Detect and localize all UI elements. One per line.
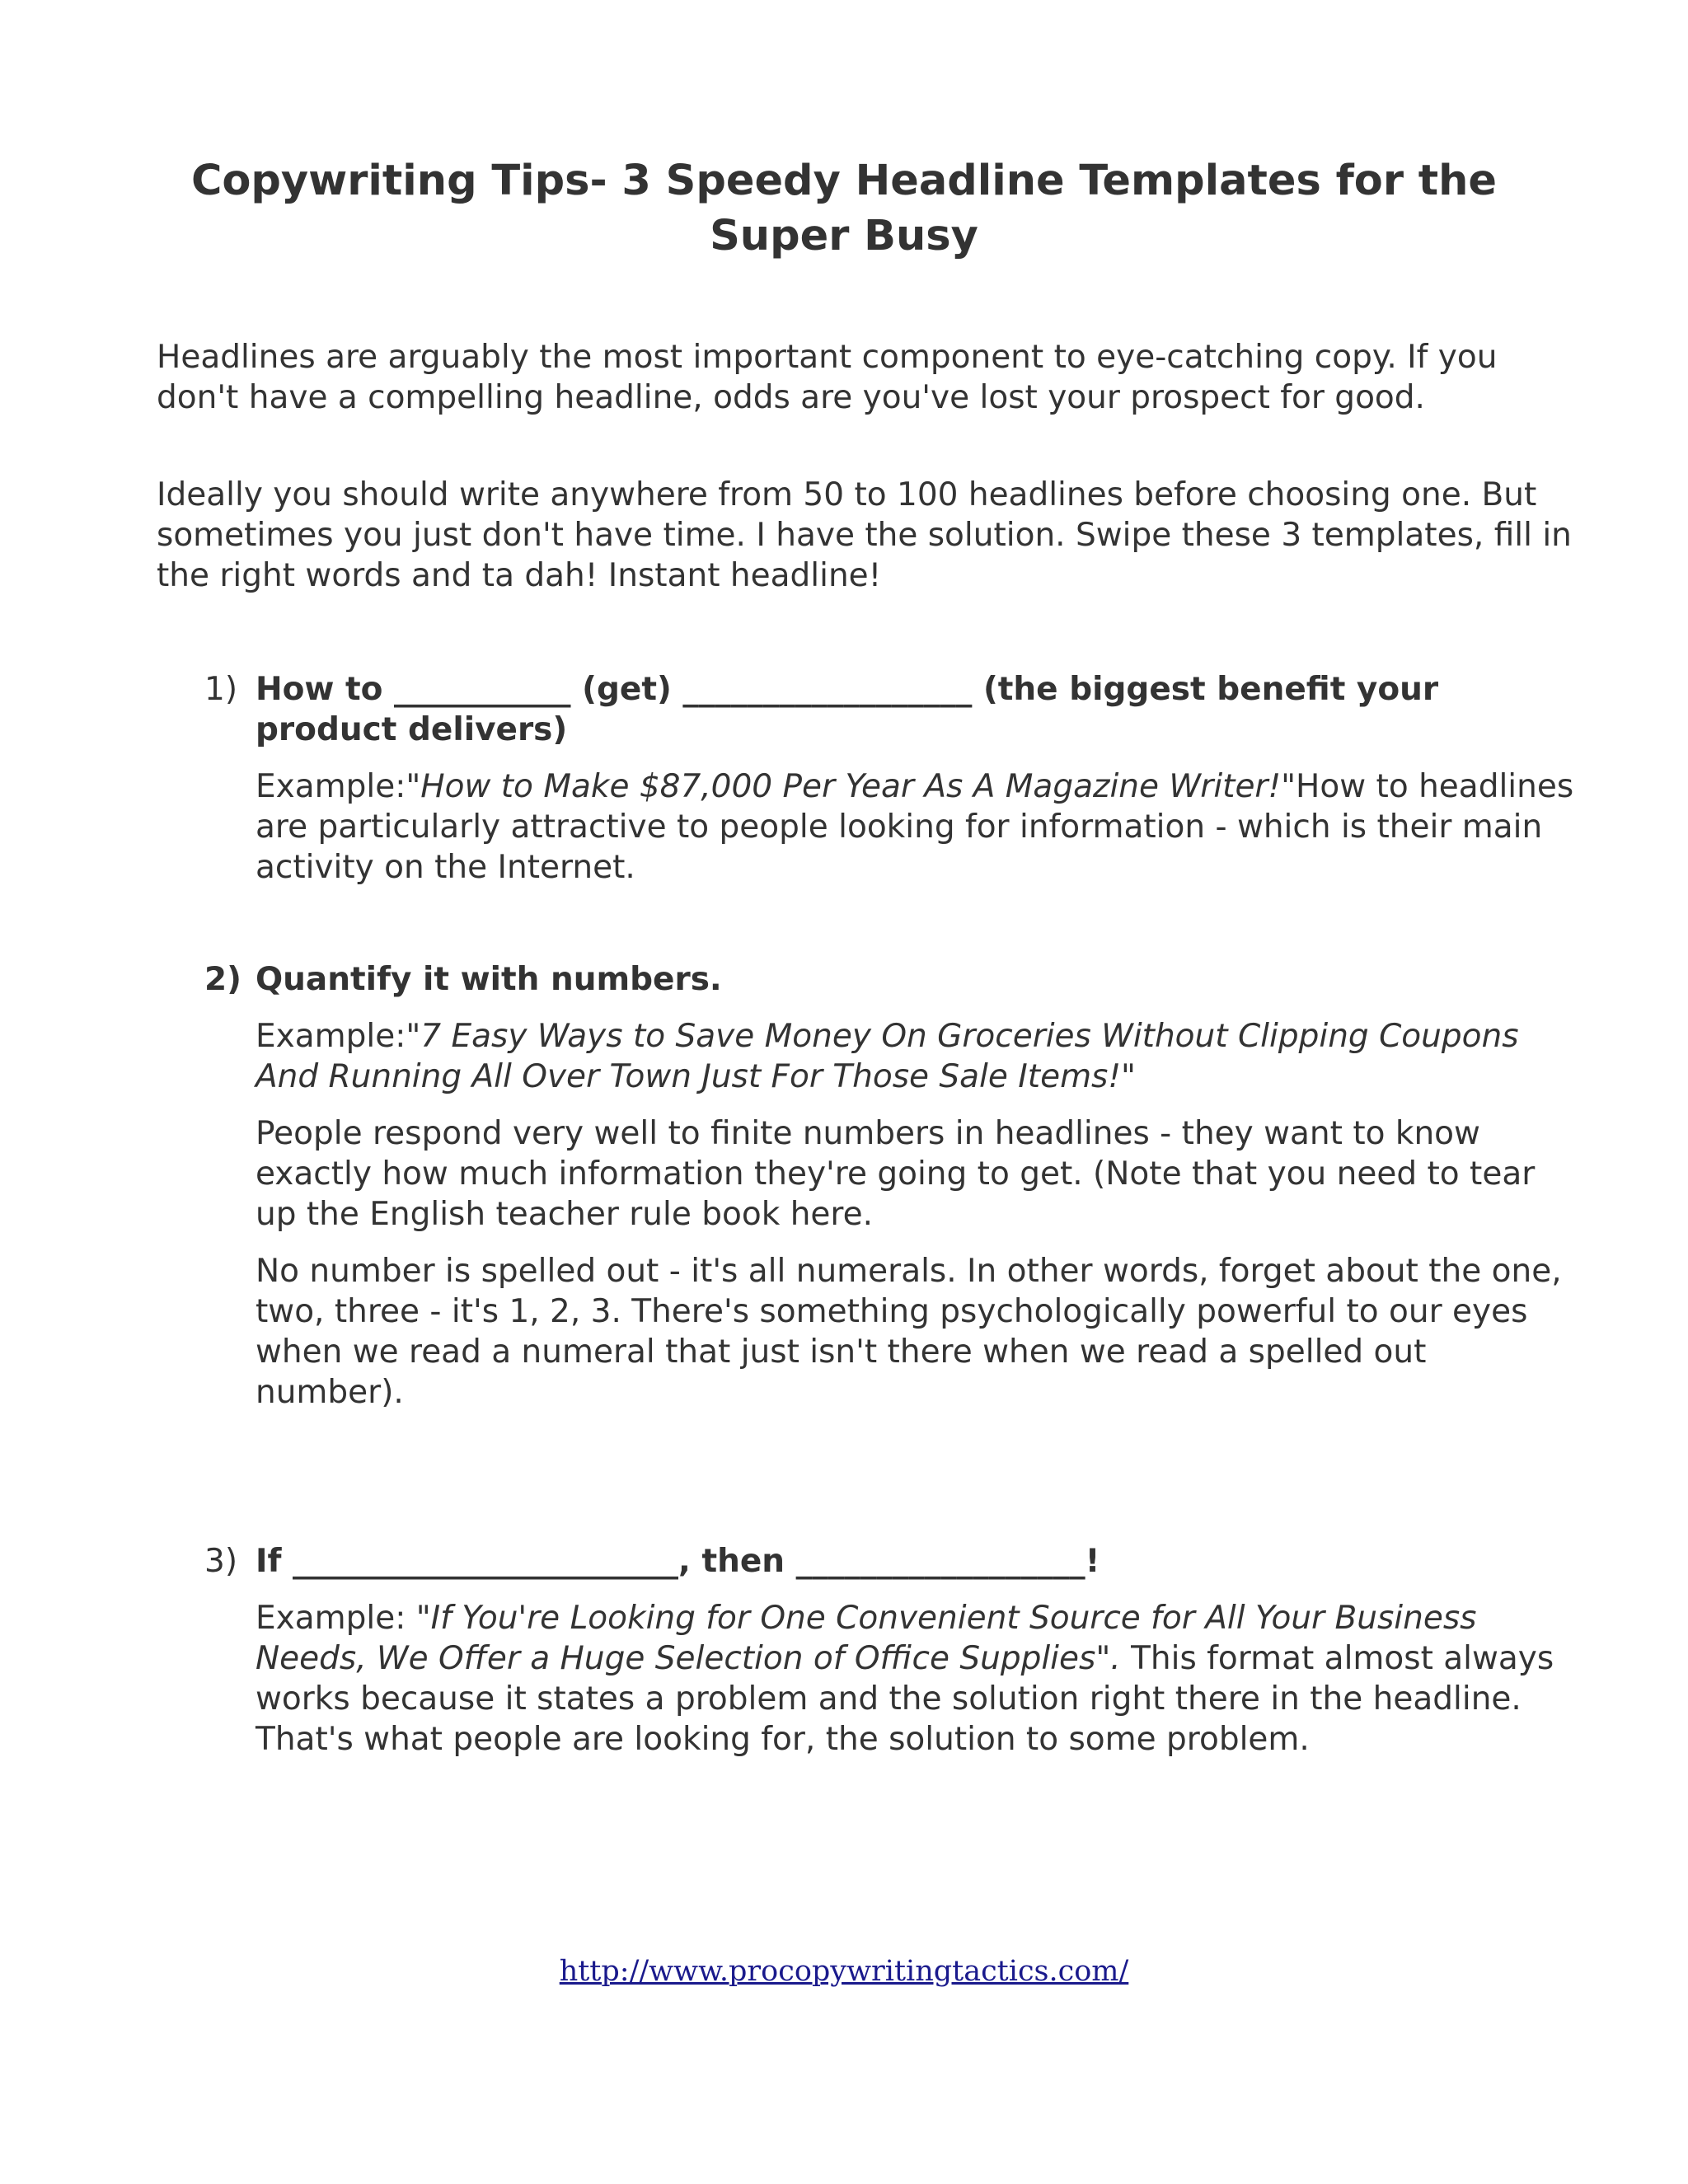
example-paragraph — [256, 1598, 1574, 1760]
list-item-body — [256, 669, 1574, 888]
list-item-number: 2) — [204, 961, 241, 998]
example-paragraph — [256, 766, 1574, 888]
page-title: Copywriting Tips- 3 Speedy Headline Templates for the Super Busy — [190, 157, 1498, 260]
example-quote: 7 Easy Ways to Save Money On Groceries Without Clipping Coupons And Running All Over Town Just For Those Sale Items!" — [256, 1018, 1519, 1095]
template-heading: How to ___________ (get) __________________ (the biggest benefit your product delivers) — [256, 671, 1439, 748]
list-item-body — [256, 959, 1574, 1413]
example-label: Example: — [256, 768, 406, 805]
intro-paragraph: Headlines are arguably the most important component to eye-catching copy. If you don't have a compelling headline, odds are you've lost your prospect for good. — [157, 339, 1498, 416]
list-item-number: 3) — [204, 1543, 238, 1580]
example-quote: "If You're Looking for One Convenient Source for All Your Business Needs, We Offer a Huge Selection of Office Supplies". — [256, 1600, 1477, 1677]
body-paragraph: People respond very well to finite numbers in headlines - they want to know exactly how much information they're going to get. (Note that you need to tear up the English teacher rule book here. — [256, 1115, 1536, 1233]
website-link[interactable]: http://www.procopywritingtactics.com/ — [559, 1955, 1129, 1988]
list-item-number: 1) — [204, 671, 238, 708]
example-paragraph — [256, 1016, 1574, 1097]
template-heading: If ________________________, then __________________! — [256, 1543, 1100, 1580]
intro-paragraph: Ideally you should write anywhere from 50 to 100 headlines before choosing one. But sometimes you just don't have time. I have the solution. Swipe these 3 templates, fill in the right words and ta dah! Instant headline! — [157, 476, 1572, 594]
body-paragraph: No number is spelled out - it's all numerals. In other words, forget about the one, two, three - it's 1, 2, 3. There's something psychologically powerful to our eyes when we read a numeral that just isn't there when we read a spelled out number). — [256, 1253, 1562, 1411]
list-item-body — [256, 1541, 1574, 1760]
example-explanation: How to headlines are particularly attractive to people looking for information - which is their main activity on the Internet. — [256, 768, 1574, 886]
footer — [0, 1953, 1688, 1990]
example-label: Example:" — [256, 1018, 421, 1055]
example-explanation: This format almost always works because it states a problem and the solution right there in the headline. That's what people are looking for, the solution to some problem. — [256, 1640, 1554, 1758]
template-heading: Quantify it with numbers. — [256, 961, 722, 998]
example-label: Example: — [256, 1600, 416, 1637]
example-quote: "How to Make $87,000 Per Year As A Magazine Writer!" — [406, 768, 1296, 805]
